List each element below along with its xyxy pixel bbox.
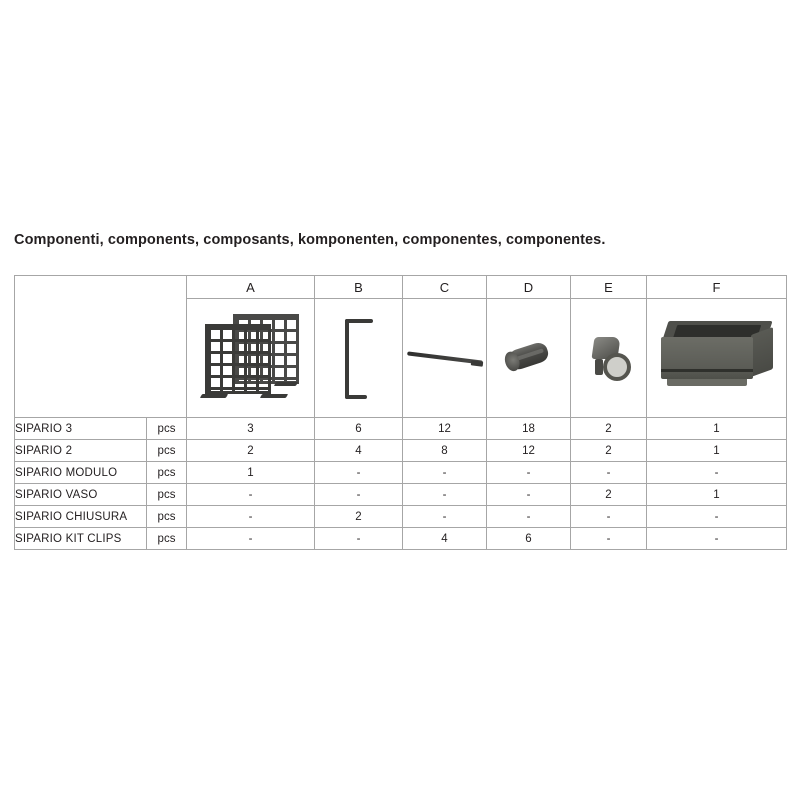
cell-icon-d: [487, 299, 571, 418]
table-row: [15, 528, 787, 550]
planter-box-icon: [659, 321, 775, 395]
image-corner-blank-unit: [147, 299, 187, 418]
grid-panel-icon: [199, 312, 303, 404]
rod-tip: [470, 360, 483, 366]
cell-value: 2: [315, 506, 403, 528]
table-row: [15, 484, 787, 506]
table-header-letters: [15, 276, 787, 299]
cell-value: -: [315, 528, 403, 550]
cell-value: 1: [647, 484, 787, 506]
bracket-top-arm: [345, 319, 373, 323]
bracket-vertical: [345, 319, 349, 399]
cell-value: -: [571, 506, 647, 528]
cell-value: 6: [487, 528, 571, 550]
column-letter-c: C: [403, 276, 487, 299]
grid-panel-foot: [259, 394, 287, 398]
cell-icon-f: [647, 299, 787, 418]
row-unit: pcs: [147, 528, 187, 550]
cell-value: -: [647, 506, 787, 528]
planter-side: [751, 327, 773, 377]
row-label: SIPARIO 2: [15, 440, 147, 462]
row-unit: pcs: [147, 484, 187, 506]
row-label: SIPARIO VASO: [15, 484, 147, 506]
cell-icon-a: [187, 299, 315, 418]
table-row: [15, 418, 787, 440]
cell-value: 12: [487, 440, 571, 462]
column-letter-f: F: [647, 276, 787, 299]
cell-value: 18: [487, 418, 571, 440]
cell-value: -: [571, 528, 647, 550]
grid-panel-front-face: [205, 324, 271, 394]
planter-base: [667, 379, 747, 386]
table-header-images: [15, 299, 787, 418]
cell-value: -: [647, 528, 787, 550]
cell-value: -: [487, 484, 571, 506]
row-unit: pcs: [147, 440, 187, 462]
clamp-icon: [591, 335, 627, 381]
grid-panel-foot: [273, 382, 297, 386]
clip-sleeve-icon: [501, 335, 557, 380]
row-label: SIPARIO KIT CLIPS: [15, 528, 147, 550]
cell-value: -: [487, 462, 571, 484]
components-table: [14, 275, 787, 550]
cell-value: 2: [187, 440, 315, 462]
page-title: Componenti, components, composants, komponenten, componentes, componentes.: [14, 232, 606, 248]
cell-value: -: [403, 462, 487, 484]
cell-value: 4: [403, 528, 487, 550]
cell-value: -: [187, 506, 315, 528]
cell-value: -: [647, 462, 787, 484]
row-label: SIPARIO CHIUSURA: [15, 506, 147, 528]
cell-value: 3: [187, 418, 315, 440]
cell-value: -: [487, 506, 571, 528]
header-corner-blank-unit: [147, 276, 187, 299]
cell-value: 8: [403, 440, 487, 462]
cell-value: 2: [571, 418, 647, 440]
cell-value: -: [315, 462, 403, 484]
planter-front: [661, 337, 753, 379]
cell-value: 1: [647, 440, 787, 462]
planter-trim-line: [661, 369, 753, 372]
grid-panel-foot: [199, 394, 227, 398]
cell-value: -: [315, 484, 403, 506]
row-unit: pcs: [147, 418, 187, 440]
row-unit: pcs: [147, 462, 187, 484]
cell-icon-b: [315, 299, 403, 418]
bracket-bar-icon: [339, 315, 379, 401]
header-corner-blank: [15, 276, 147, 299]
cell-value: -: [403, 484, 487, 506]
cell-icon-c: [403, 299, 487, 418]
cell-icon-e: [571, 299, 647, 418]
cell-value: -: [403, 506, 487, 528]
cell-value: 12: [403, 418, 487, 440]
image-corner-blank: [15, 299, 147, 418]
row-label: SIPARIO MODULO: [15, 462, 147, 484]
column-letter-b: B: [315, 276, 403, 299]
column-letter-e: E: [571, 276, 647, 299]
cell-value: 2: [571, 484, 647, 506]
cell-value: -: [187, 484, 315, 506]
cell-value: 6: [315, 418, 403, 440]
table-row: [15, 462, 787, 484]
cell-value: 1: [647, 418, 787, 440]
cell-value: 4: [315, 440, 403, 462]
clamp-ring: [603, 353, 631, 381]
long-rod-icon: [405, 340, 485, 376]
cell-value: 2: [571, 440, 647, 462]
cell-value: 1: [187, 462, 315, 484]
column-letter-d: D: [487, 276, 571, 299]
table-row: [15, 506, 787, 528]
cell-value: -: [187, 528, 315, 550]
bracket-bottom-arm: [345, 395, 367, 399]
components-table-container: [14, 275, 786, 550]
cell-value: -: [571, 462, 647, 484]
clamp-stem: [595, 359, 603, 375]
table-row: [15, 440, 787, 462]
row-unit: pcs: [147, 506, 187, 528]
column-letter-a: A: [187, 276, 315, 299]
row-label: SIPARIO 3: [15, 418, 147, 440]
